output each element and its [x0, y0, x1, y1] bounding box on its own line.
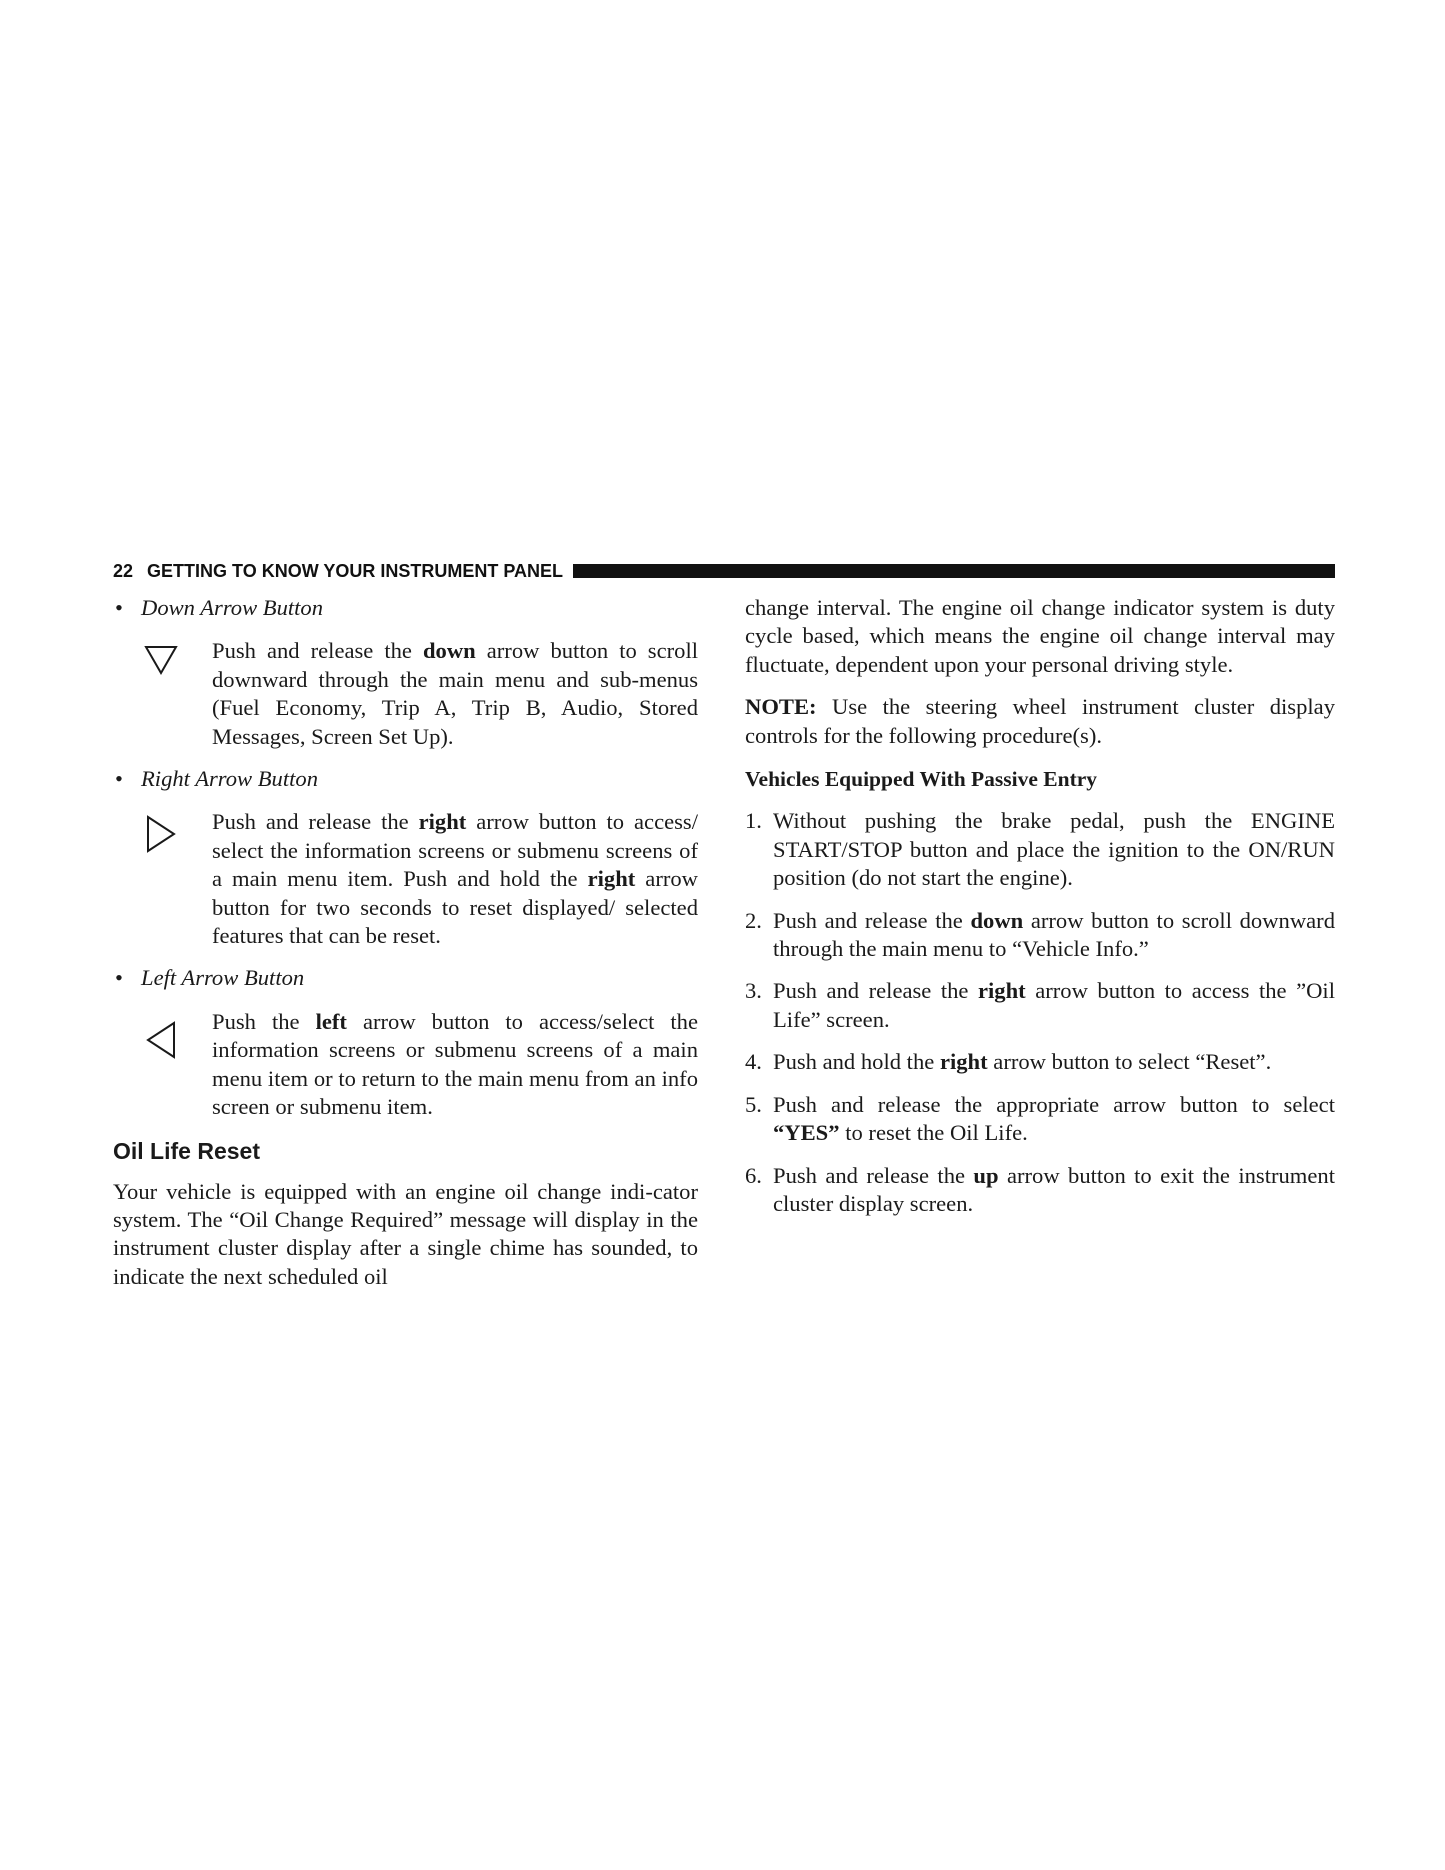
note-label: NOTE:: [745, 694, 817, 720]
left-arrow-item: [113, 1008, 698, 1122]
left-triangle-icon: [113, 1008, 212, 1058]
list-item: 6. Push and release the up arrow button to exit the instrument cluster display screen.: [745, 1162, 1335, 1216]
right-arrow-item: [113, 808, 698, 950]
list-item: 5. Push and release the appropriate arrow button to select “YES” to reset the Oil Life.: [745, 1091, 1335, 1146]
down-arrow-section: [113, 594, 698, 751]
list-item: 2. Push and release the down arrow button to scroll downward through the main menu to “Vehicle Info.”: [745, 907, 1335, 962]
list-item: 3. Push and release the right arrow button to access the ”Oil Life” screen.: [745, 978, 1335, 1032]
bullet-icon: •: [115, 965, 123, 991]
right-triangle-icon: [113, 808, 212, 858]
down-arrow-item: [113, 637, 698, 751]
left-column: [113, 594, 698, 1291]
page-number: 22: [113, 560, 134, 581]
oil-life-paragraph: Your vehicle is equipped with an engine oil change indi-cator system. The “Oil Change Required” message will display in the instrument cluster display after a single chime has sounded, to indicate the next scheduled oil: [113, 1178, 698, 1289]
oil-life-paragraph-continued: change interval. The engine oil change indicator system is duty cycle based, which means the engine oil change interval may fluctuate, dependent upon your personal driving style.: [745, 595, 1335, 677]
left-arrow-description: Push the left arrow button to access/select the information screens or submenu screens of a main menu item or to return to the main menu from an info screen or submenu item.: [212, 1008, 698, 1120]
reset-steps-list: [745, 807, 1335, 1218]
page-header: [113, 558, 1335, 584]
note-paragraph: NOTE: Use the steering wheel instrument cluster display controls for the following procedure(s).: [745, 694, 1335, 748]
oil-life-reset-heading: Oil Life Reset: [113, 1137, 260, 1164]
passive-entry-subheading: Vehicles Equipped With Passive Entry: [745, 767, 1098, 792]
right-arrow-section: [113, 765, 698, 950]
right-arrow-description: Push and release the right arrow button to access/ select the information screens or submenu screens of a main menu item. Push and hold the right arrow button for two seconds to reset displayed/ selected features that can be reset.: [212, 809, 698, 949]
left-arrow-heading: • Left Arrow Button: [113, 964, 698, 992]
list-item: 4. Push and hold the right arrow button to select “Reset”.: [745, 1049, 1272, 1075]
list-item: 1. Without pushing the brake pedal, push the ENGINE START/STOP button and place the ignition to the ON/RUN position (do not start the engine).: [745, 808, 1335, 891]
section-title: GETTING TO KNOW YOUR INSTRUMENT PANEL: [147, 560, 564, 581]
bullet-icon: •: [115, 595, 123, 620]
header-rule: [573, 564, 1335, 578]
down-arrow-heading: • Down Arrow Button: [113, 594, 698, 622]
down-arrow-description: Push and release the down arrow button to scroll downward through the main menu and sub-menus (Fuel Economy, Trip A, Trip B, Audio, Stored Messages, Screen Set Up).: [212, 638, 698, 749]
right-arrow-heading: • Right Arrow Button: [113, 765, 698, 793]
down-triangle-icon: [113, 637, 212, 687]
right-column: [745, 594, 1335, 1232]
bullet-icon: •: [115, 766, 123, 792]
left-arrow-section: [113, 964, 698, 1121]
